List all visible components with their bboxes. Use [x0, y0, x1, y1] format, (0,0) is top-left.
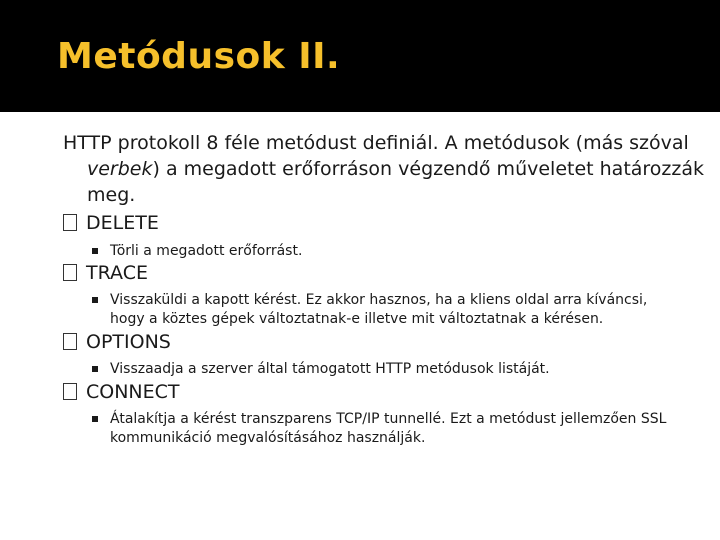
slide-content [0, 112, 720, 540]
square-bullet-icon [63, 383, 77, 400]
title-band [0, 0, 720, 112]
method-description: Visszaküldi a kapott kérést. Ez akkor hasznos, ha a kliens oldal arra kíváncsi, hogy a köztes gépek változtatnak-e illetve mit változtatnak a kérésen. [110, 292, 648, 327]
method-label: TRACE [86, 262, 148, 284]
method-item-connect [63, 380, 180, 404]
intro-text-before: HTTP protokoll 8 féle metódust definiál. A metódusok (más szóval [63, 132, 689, 154]
small-square-bullet-icon [92, 366, 98, 372]
intro-text-after: ) a megadott erőforráson végzendő műveletet határozzák meg. [87, 158, 705, 206]
method-label: OPTIONS [86, 331, 171, 353]
method-item-trace [63, 261, 148, 285]
method-description: Törli a megadott erőforrást. [110, 243, 303, 259]
method-item-options [63, 330, 171, 354]
method-label: DELETE [86, 212, 159, 234]
square-bullet-icon [63, 333, 77, 350]
method-desc-connect [92, 410, 682, 448]
method-item-delete [63, 211, 159, 235]
square-bullet-icon [63, 214, 77, 231]
intro-text-italic: verbek [87, 158, 153, 180]
small-square-bullet-icon [92, 297, 98, 303]
method-desc-delete [92, 242, 682, 261]
method-desc-trace [92, 291, 682, 329]
small-square-bullet-icon [92, 248, 98, 254]
method-label: CONNECT [86, 381, 180, 403]
method-desc-options [92, 360, 682, 379]
method-description: Visszaadja a szerver által támogatott HTTP metódusok listáját. [110, 361, 550, 377]
square-bullet-icon [63, 264, 77, 281]
slide-title: Metódusok II. [57, 36, 341, 77]
method-description: Átalakítja a kérést transzparens TCP/IP tunnellé. Ezt a metódust jellemzően SSL kommunikáció megvalósításához használják. [110, 411, 667, 446]
small-square-bullet-icon [92, 416, 98, 422]
intro-paragraph [63, 130, 720, 208]
